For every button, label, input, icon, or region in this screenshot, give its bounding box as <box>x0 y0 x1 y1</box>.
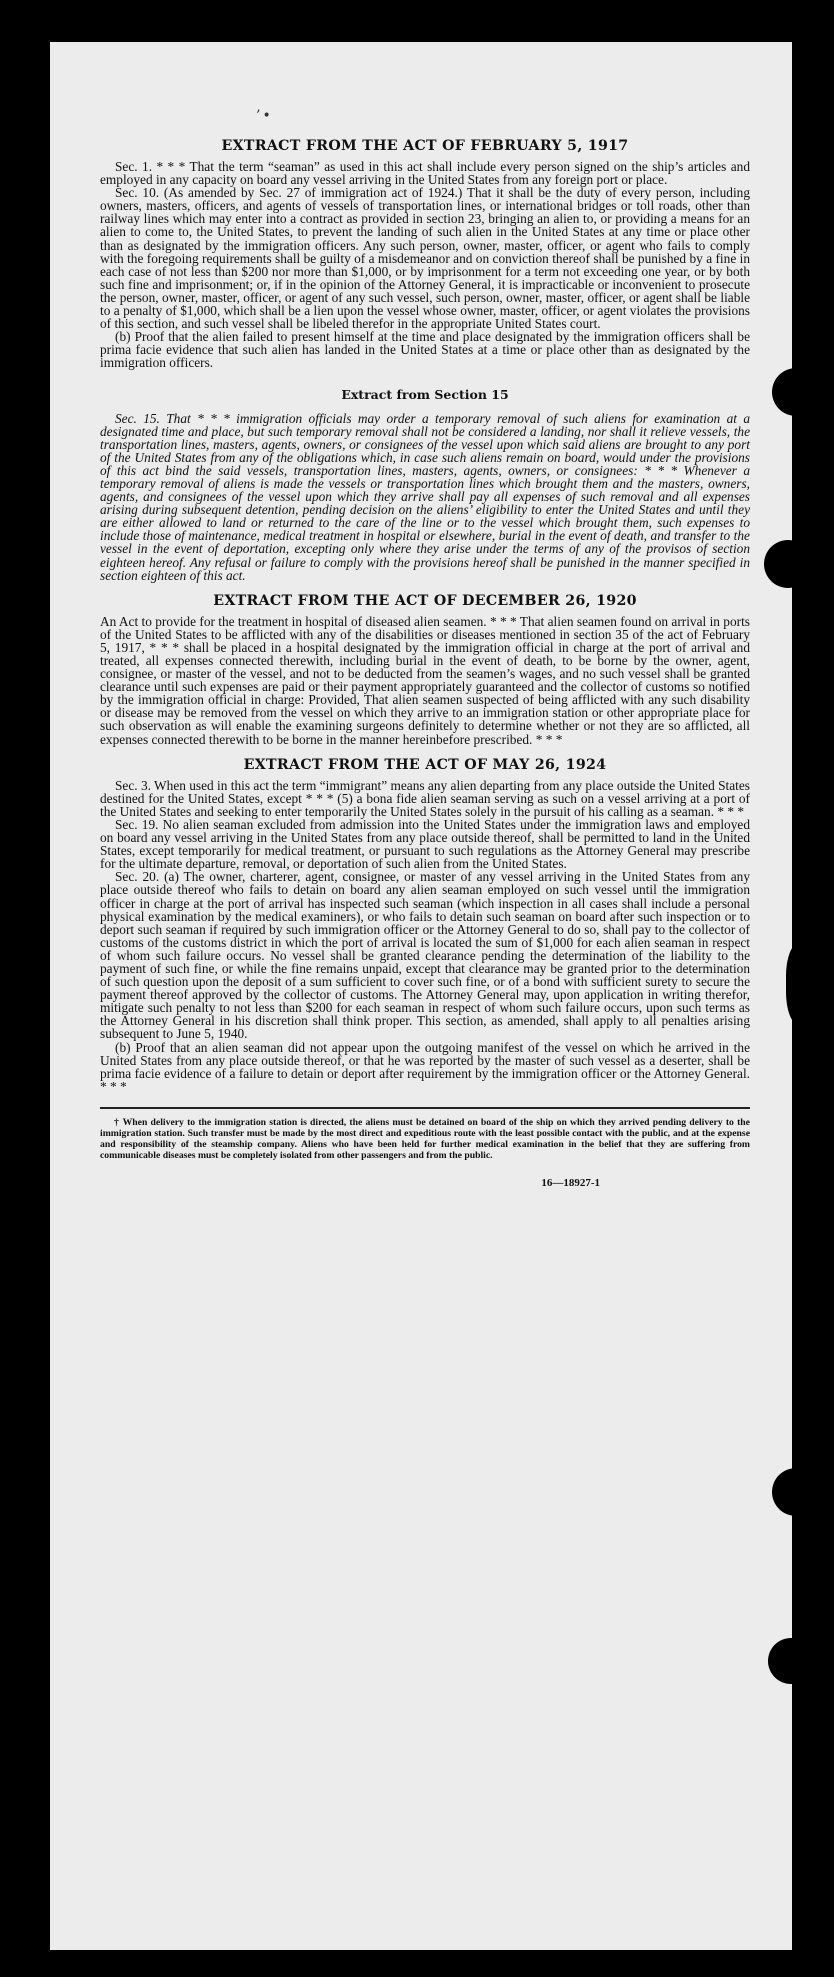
punch-hole-4 <box>772 1468 792 1516</box>
section-paragraph: Sec. 20. (a) The owner, charterer, agent, consignee, or master of any vessel arriving in the United States from any place outside thereof who fails to detain on board any alien seaman employed on such vessel until the immigration officer in charge at the port of arrival has inspected such seaman (which inspection in all cases shall include a personal physical examination by the medical examiners), or who fails to detain such seaman on board after such inspection or to deport such seaman if required by such immigration officer or the Attorney General to do so, shall pay to the collector of customs of the customs district in which the port of arrival is located the sum of $1,000 for each alien seaman in respect of whom such failure occurs. No vessel shall be granted clearance pending the determination of the liability to the payment of such fine, or while the fine remains unpaid, except that clearance may be granted prior to the determination of such question upon the deposit of a sum sufficient to cover such fine, or of a bond with sufficient surety to secure the payment thereof approved by the collector of customs. The Attorney General may, upon application in writing therefor, mitigate such penalty to not less than $200 for each seaman in respect of whom such failure occurs, upon such terms as the Attorney General in his discretion shall think proper. This section, as amended, shall apply to all penalties arising subsequent to June 5, 1940. <box>100 869 750 1042</box>
section-paragraph: Sec. 15. That * * * immigration officials may order a temporary removal of such aliens for examination at a designated time and place, but such temporary removal shall not be considered a landing, nor shall it relieve vessels, the transportation lines, masters, agents, owners, or consignees of the vessel upon which said aliens are brought to any port of the United States from any of the obligations which, in case such aliens remain on board, would under the provisions of this act bind the said vessels, transportation lines, masters, agents, owners, or consignees: * * * Whenever a temporary removal of aliens is made the vessels or transportation lines which brought them and the masters, owners, agents, and consignees of the vessel upon which they arrive shall pay all expenses of such removal and all expenses arising during subsequent detention, pending decision on the aliens’ eligibility to enter the United States and until they are either allowed to land or returned to the care of the line or to the vessel which brought them, such expenses to include those of maintenance, medical treatment in hospital or elsewhere, burial in the event of death, and transfer to the vessel in the event of deportation, excepting only where they arise under the terms of any of the provisos of section eighteen hereof. Any refusal or failure to comply with the provisions hereof shall be punished in the manner specified in section eighteen of this act. <box>100 410 750 583</box>
punch-hole-2 <box>764 540 792 588</box>
section-gap <box>100 582 750 593</box>
footnote: † When delivery to the immigration station is directed, the aliens must be detained on board of the ship on which they arrived pending delivery to the immigration station. Such transfer must be made by the most direct and expeditious route with the least possible contact with the public, and at the expense and responsibility of the steamship company. Aliens who have been held for further medical examination in the belief that they are suffering from communicable diseases must be completely isolated from other passengers and from the public. <box>100 1116 750 1161</box>
section-paragraph: (b) Proof that an alien seaman did not appear upon the outgoing manifest of the vessel on which he arrived in the United States from any place outside thereof, or that he was reported by the master of such vessel as a deserter, shall be prima facie evidence of a failure to detain or deport after requirement by the immigration officer or the Attorney General. * * * <box>100 1039 750 1094</box>
sections-container <box>100 138 750 1093</box>
punch-hole-1 <box>772 368 792 416</box>
document-body <box>100 138 750 1189</box>
footnote-rule <box>100 1107 750 1109</box>
section-gap <box>100 746 750 757</box>
section-subtitle: Extract from Section 15 <box>341 386 509 402</box>
section-paragraph: Sec. 1. * * * That the term “seaman” as used in this act shall include every person signed on the ship’s articles and employed in any capacity on board any vessel arriving in the United States from any foreign port or place. <box>100 159 750 188</box>
section-title: EXTRACT FROM THE ACT OF MAY 26, 1924 <box>243 756 607 773</box>
punch-hole-5 <box>768 1638 792 1684</box>
section-title: EXTRACT FROM THE ACT OF DECEMBER 26, 1920 <box>213 592 637 609</box>
section-paragraph: (b) Proof that the alien failed to present himself at the time and place designated by the immigration officers shall be prima facie evidence that such alien has landed in the United States at a time or place other than as designated by the immigration officers. <box>100 329 750 371</box>
form-code: 16—18927-1 <box>541 1176 600 1189</box>
section-paragraph: Sec. 3. When used in this act the term “immigrant” means any alien departing from any place outside the United States destined for the United States, except * * * (5) a bona fide alien seaman serving as such on a vessel arriving at a port of the United States and seeking to enter temporarily the United States solely in the pursuit of his calling as a seaman. * * * <box>100 777 750 819</box>
document-page <box>50 42 792 1950</box>
section-paragraph: An Act to provide for the treatment in hospital of diseased alien seamen. * * * That alien seamen found on arrival in ports of the United States to be afflicted with any of the disabilities or diseases mentioned in section 35 of the act of February 5, 1917, * * * shall be placed in a hospital designated by the immigration official in charge at the port of arrival and treated, all expenses connected therewith, including burial in the event of death, to be borne by the owner, agent, consignee, or master of the vessel, and not to be deducted from the seamen’s wages, and no such vessel shall be granted clearance until such expenses are paid or their payment appropriately guaranteed and the collector of customs so notified by the immigration official in charge: Provided, That alien seamen suspected of being afflicted with any such disability or disease may be removed from the vessel on which they arrive to an immigration station or other appropriate place for such observation as will enable the examining surgeons definitely to determine whether or not they are so afflicted, all expenses connected therewith to be borne in the manner hereinbefore prescribed. * * * <box>100 613 750 747</box>
section-gap <box>100 370 750 381</box>
section-paragraph: Sec. 19. No alien seaman excluded from admission into the United States under the immigration laws and employed on board any vessel arriving in the United States from any place outside thereof, shall be permitted to land in the United States, except temporarily for medical treatment, or pursuant to such regulations as the Attorney General may prescribe for the ultimate departure, removal, or deportation of such alien from the United States. <box>100 816 750 872</box>
section-paragraph: Sec. 10. (As amended by Sec. 27 of immigration act of 1924.) That it shall be the duty of every person, including owners, masters, officers, and agents of vessels of transportation lines, or international bridges or toll roads, other than railway lines which may enter into a contract as provided in section 23, bringing an alien to, or providing a means for an alien to come to, the United States, to prevent the landing of such alien in the United States at any time or place other than as designated by the immigration officers. Any such person, owner, master, officer, or agent who fails to comply with the foregoing requirements shall be guilty of a misdemeanor and on conviction thereof shall be punished by a fine in each case of not less than $200 nor more than $1,000, or by imprisonment for a term not exceeding one year, or by both such fine and imprisonment; or, if in the opinion of the Attorney General, it is impracticable or inconvenient to prosecute the person, owner, master, officer, or agent of any such vessel, such person, owner, master, officer, or agent shall be liable to a penalty of $1,000, which shall be a lien upon the vessel whose owner, master, officer, or agent violates the provisions of this section, and such vessel shall be libeled therefor in the appropriate United States court. <box>100 185 750 332</box>
punch-hole-3 <box>786 944 792 1024</box>
header-mark: ’• <box>256 108 273 124</box>
section-title: EXTRACT FROM THE ACT OF FEBRUARY 5, 1917 <box>221 138 629 154</box>
